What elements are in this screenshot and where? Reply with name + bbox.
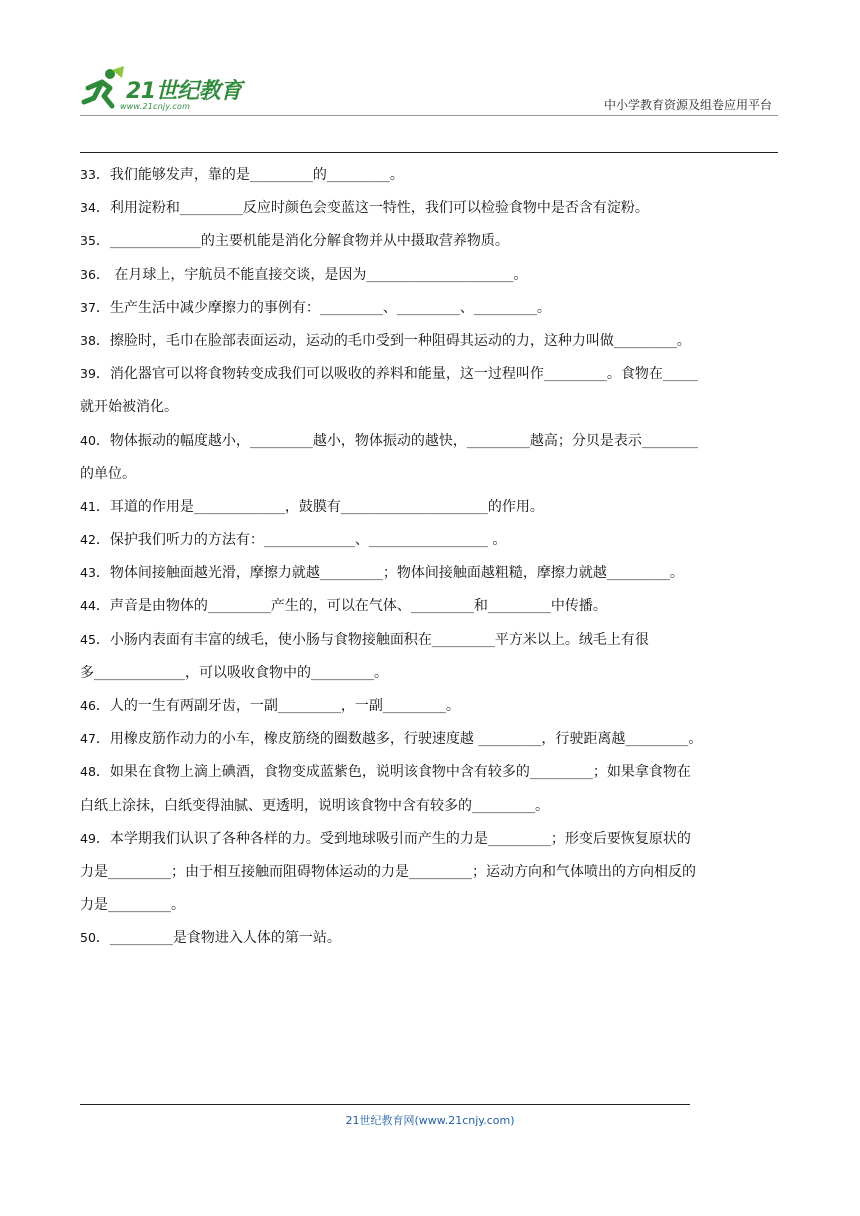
question-text: ．_________是食物进入人体的第一站。	[95, 930, 341, 947]
question-line	[80, 490, 780, 523]
question-line	[80, 291, 780, 324]
question-text: 力是_________；由于相互接触而阻碍物体运动的力是_________；运动方向和气体喷出的方向相反的	[80, 863, 696, 880]
logo-url: www.21cnjy.com	[120, 102, 191, 111]
logo-text: 21世纪教育	[126, 79, 242, 104]
question-line	[80, 158, 780, 191]
question-number: 40	[80, 432, 96, 448]
question-text: 就开始被消化。	[80, 399, 178, 416]
question-text: ．物体间接触面越光滑，摩擦力就越_________；物体间接触面越粗糙，摩擦力就越_________。	[95, 565, 684, 582]
question-number: 33	[80, 167, 96, 182]
question-text: ．如果在食物上滴上碘酒，食物变成蓝紫色，说明该食物中含有较多的_________；如果拿食物在	[95, 764, 691, 781]
question-line	[80, 424, 780, 457]
question-text: ．本学期我们认识了各种各样的力。受到地球吸引而产生的力是_________；形变后要恢复原状的	[95, 830, 691, 847]
page-header	[80, 60, 780, 120]
question-line	[80, 722, 780, 755]
question-line	[80, 523, 780, 556]
site-logo	[80, 66, 280, 120]
question-continuation	[80, 855, 780, 888]
question-number: 42	[80, 532, 96, 548]
question-number: 37	[80, 299, 96, 315]
header-divider	[80, 115, 778, 116]
question-line	[80, 357, 780, 390]
question-text: 多_____________，可以吸收食物中的_________。	[80, 664, 388, 681]
question-text: ．生产生活中减少摩擦力的事例有：_________、_________、_________。	[95, 299, 551, 316]
footer-link[interactable]: 21世纪教育网(www.21cnjy.com)	[345, 1114, 515, 1127]
question-number: 38	[80, 332, 96, 348]
question-line	[80, 258, 780, 291]
question-text: ．耳道的作用是_____________，鼓膜有_____________________的作用。	[95, 498, 544, 515]
question-line	[80, 623, 780, 656]
question-text: ．小肠内表面有丰富的绒毛，使小肠与食物接触面积在_________平方米以上。绒毛上有很	[95, 631, 649, 648]
question-text: ．_____________的主要机能是消化分解食物并从中摄取营养物质。	[95, 233, 509, 250]
question-number: 35	[80, 233, 96, 249]
question-number: 47	[80, 731, 96, 747]
question-text: ． 在月球上，宇航员不能直接交谈，是因为_____________________。	[95, 266, 528, 283]
question-number: 34	[80, 200, 96, 216]
question-number: 39	[80, 366, 96, 382]
question-number: 48	[80, 764, 96, 780]
question-line	[80, 921, 780, 954]
question-number: 41	[80, 498, 96, 514]
question-line	[80, 556, 780, 589]
question-text: ．消化器官可以将食物转变成我们可以吸收的养料和能量，这一过程叫作_________。食物在_____	[95, 366, 698, 383]
question-list	[80, 158, 780, 955]
question-text: ．保护我们听力的方法有：_____________、_________________ 。	[95, 532, 507, 549]
question-number: 36	[80, 266, 96, 282]
question-line	[80, 324, 780, 357]
question-text: ．声音是由物体的_________产生的，可以在气体、_________和_________中传播。	[95, 598, 607, 615]
question-number: 43	[80, 565, 96, 581]
question-text: 力是_________。	[80, 897, 185, 914]
question-text: ．人的一生有两副牙齿，一副_________，一副_________。	[95, 698, 460, 714]
question-text: 的单位。	[80, 465, 136, 482]
question-number: 49	[80, 830, 96, 846]
question-text: ．物体振动的幅度越小，_________越小，物体振动的越快，_________越高；分贝是表示________	[95, 432, 698, 449]
question-line	[80, 191, 780, 224]
question-line	[80, 589, 780, 622]
question-text: ．利用淀粉和_________反应时颜色会变蓝这一特性，我们可以检验食物中是否含有淀粉。	[95, 200, 649, 217]
question-continuation	[80, 457, 780, 490]
question-text: ．擦脸时，毛巾在脸部表面运动，运动的毛巾受到一种阻碍其运动的力，这种力叫做_________。	[95, 332, 691, 349]
content-top-divider	[80, 152, 778, 153]
question-line	[80, 822, 780, 855]
question-line	[80, 755, 780, 788]
question-line	[80, 689, 780, 722]
question-continuation	[80, 390, 780, 423]
question-number: 50	[80, 930, 96, 946]
question-continuation	[80, 888, 780, 921]
footer-divider	[80, 1104, 690, 1105]
question-continuation	[80, 656, 780, 689]
question-line	[80, 224, 780, 257]
question-text: 白纸上涂抹，白纸变得油腻、更透明，说明该食物中含有较多的_________。	[80, 797, 549, 814]
question-number: 45	[80, 631, 96, 647]
question-number: 44	[80, 598, 96, 614]
question-number: 46	[80, 698, 96, 713]
question-continuation	[80, 789, 780, 822]
question-text: ．用橡皮筋作动力的小车，橡皮筋绕的圈数越多，行驶速度越 _________，行驶距离越_________。	[95, 731, 703, 748]
header-tagline: 中小学教育资源及组卷应用平台	[603, 98, 772, 112]
question-text: ．我们能够发声，靠的是_________的_________。	[95, 167, 404, 183]
